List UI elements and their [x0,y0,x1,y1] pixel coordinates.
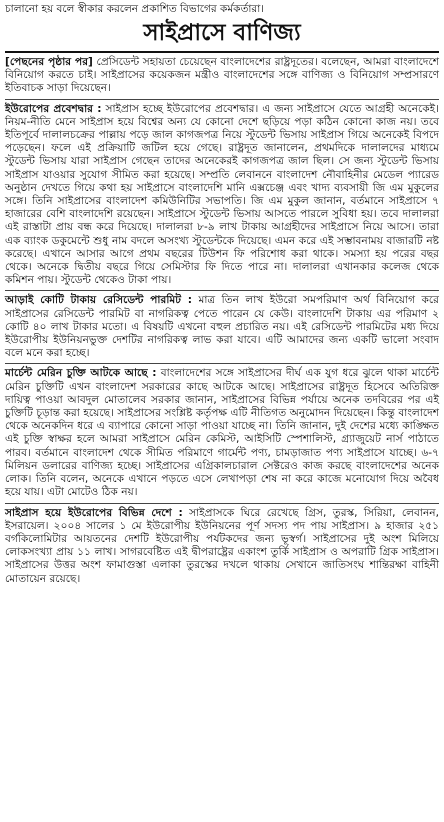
paragraph-continuation [5,56,439,96]
subheading-europe-route: সাইপ্রাস হয়ে ইউরোপের বিভিন্ন দেশে : [5,506,183,519]
continuation-marker: [পেছনের পৃষ্ঠার পর] [5,56,93,68]
paragraph-text: সাইপ্রাসকে ঘিরে রেখেছে গ্রিস, তুরস্ক, সিরিয়া, লেবানন, ইসরায়েল। ২০০৪ সালের ১ মে ইউরোপীয় ইউনিয়নের পূর্ণ সদস্য পদ পায় সাইপ্রাস। ৯ হাজার ২৫১ বর্গকিলোমিটার আয়তনের দেশটি ইউরোপীয় পর্যটকদের জন্য ভূস্বর্গ। সাইপ্রাসের দুই অংশ মিলিয়ে লোকসংখ্যা প্রায় ১১ লাখ। সাগরবেষ্টিত এই দ্বীপরাষ্ট্রের একাংশ তুর্কি সাইপ্রাস ও অপরাটি গ্রিক সাইপ্রাস। সাইপ্রাসের উত্তর অংশ ফামাগুস্তা এলাকা তুরস্কের দখলে থাকায় সেখানে জাতিসংঘ শান্তিরক্ষা বাহিনী মোতায়েন রয়েছে। [5,506,439,585]
section-divider [5,363,439,364]
article-headline: সাইপ্রাসে বাণিজ্য [143,19,301,46]
article-body [5,56,439,586]
previous-article-tail: চালানো হয় বলে স্বীকার করলেন প্রকাশিত বিভাগের কর্মকর্তারা। [5,3,264,15]
paragraph-text: মাত্র তিন লাখ ইউরো সমপরিমাণ অর্থ বিনিয়োগ করে সাইপ্রাসের রেসিডেন্ট পারমিট বা নাগরিকত্ব পেতে পারেন যে কেউ। বাংলাদেশি টাকায় এর পরিমাণ ২ কোটি ৪০ লাখ টাকার মতো। এ বিষয়টি এখনো বহুল প্রচারিত নয়। এই রেসিডেন্ট পারমিটের মধ্য দিয়ে ইউরোপীয় ইউনিয়নভুক্ত দেশটির নাগরিকত্ব লাভ করা যাবে। এটি আমাদের জন্য একটি ভালো সংবাদ বলে মনে করা হচ্ছে। [5,294,440,360]
section-divider [5,503,439,504]
paragraph-text: সাইপ্রাস হচ্ছে ইউরোপের প্রবেশদ্বার। এ জন্য সাইপ্রাসে যেতে আগ্রহী অনেকেই। নিয়ম-নীতি মেনে সাইপ্রাস হয়ে বিশ্বের অন্য যে কোনো দেশে ছড়িয়ে পড়া কঠিন কোনো কাজ নয়। তবে ইতিপূর্বে দালালচক্রের পাল্লায় পড়ে জাল কাগজপত্র নিয়ে স্টুডেন্ট ভিসায় সাইপ্রাস গিয়ে অনেকেই বিপদে পড়েছেন। ফলে এই প্রক্রিয়াটি জটিল হয়ে গেছে। রাষ্ট্রদূত জানালেন, প্রথমদিকে দালালদের মাধ্যমে স্টুডেন্ট ভিসায় যারা সাইপ্রাস গেছেন তাদের অনেকেরই কাগজপত্র জাল ছিল। সে জন্য স্টুডেন্ট ভিসায় সাইপ্রাস যাওয়ার সুযোগ সীমিত করা হয়েছে। সম্প্রতি লেবাননে বাংলাদেশ নৌবাহিনীর মেডেল প্যারেড অনুষ্ঠান দেখতে গিয়ে কথা হয় সাইপ্রাসে বাংলাদেশি মানি এক্সচেঞ্জ এবং খাদ্য ব্যবসায়ী জি এম মুকুলের সঙ্গে। তিনি সাইপ্রাসের বাংলাদেশ কমিউনিটির সভাপতি। জি এম মুকুল জানান, বর্তমানে সাইপ্রাসে ৭ হাজারের বেশি বাংলাদেশি রয়েছেন। সাইপ্রাসে স্টুডেন্ট ভিসায় আসতে পারলে সুবিধা হয়। তবে দালালরা এই রাস্তাটা প্রায় বন্ধ করে দিয়েছে। দালালরা ৮-৯ লাখ টাকায় আগ্রহীদের সাইপ্রাসে নিয়ে আসে। তারা এক ব্যাংক ডকুমেন্টে শুধু নাম বদলে অসংখ্য স্টুডেন্টকে দিয়েছে। এমন করে এই সম্ভাবনাময় বাজারটি নষ্ট করেছে। এখানে আসার আগে প্রথম বছরের টিউশন ফি পরিশোধ করা থাকে। সমস্যা হয় পরের বছর থেকে। অনেকে দ্বিতীয় বছরে গিয়ে সেমিস্টার ফি দিতে পারে না। দালালরা এখানকার কলেজ থেকে কমিশন পায়। স্টুডেন্ট থেকেও টাকা পায়। [5,102,439,287]
paragraph-europe-route [5,507,439,586]
section-divider [5,290,439,291]
subheading-gateway: ইউরোপের প্রবেশদ্বার : [5,102,102,115]
paragraph-resident-permit [5,294,439,360]
paragraph-text: প্রেসিডেন্ট সহায়তা চেয়েছেন বাংলাদেশের রাষ্ট্রদূতের। বলেছেন, আমরা বাংলাদেশে বিনিয়োগ করতে চাই। সাইপ্রাসের কয়েকজন মন্ত্রীও বাংলাদেশের সঙ্গে বাণিজ্য ও বিনিয়োগ সম্প্রসারণে ইতিবাচক সাড়া দিয়েছেন। [5,56,440,95]
paragraph-gateway [5,103,439,288]
section-divider [5,99,439,100]
paragraph-merchant-marine [5,367,439,499]
subheading-resident-permit: আড়াই কোটি টাকায় রেসিডেন্ট পারমিট : [5,294,193,307]
paragraph-text: বাংলাদেশের সঙ্গে সাইপ্রাসের দীর্ঘ এক যুগ ধরে ঝুলে থাকা মার্চেন্ট মেরিন চুক্তিটি এখন বাংলাদেশ সরকারের কাছে আটকে আছে। সাইপ্রাসের রাষ্ট্রদূত হিসেবে অতিরিক্ত দায়িত্ব পাওয়া আবদুল মোতালেব সরকার জানান, সাইপ্রাসের বিভিন্ন পর্যায়ে অনেক তদবিরের পর এই চুক্তিটি চূড়ান্ত করা হয়েছে। সাইপ্রাসের সংশ্লিষ্ট কর্তৃপক্ষ এটি নীতিগত অনুমোদন দিয়েছেন। কিন্তু বাংলাদেশ থেকে অনেকদিন ধরে এ ব্যাপারে কোনো সাড়া পাওয়া যাচ্ছে না। তিনি জানান, দুই দেশের মধ্যে কাঙ্ক্ষিত এই চুক্তি স্বাক্ষর হলে আমরা সাইপ্রাসে মেরিন কেমিস্ট, আইসিটি স্পেশালিস্ট, গ্র্যাজুয়েট নার্স পাঠাতে পারব। বর্তমানে বাংলাদেশ থেকে সীমিত পরিমাণে গার্মেন্ট পণ্য, চামড়াজাত পণ্য সাইপ্রাসে যাচ্ছে। ৬-৭ মিলিয়ন ডলারের বাণিজ্য হচ্ছে। সাইপ্রাসের এগ্রিকালচারাল সেক্টরেও কাজ করছে বাংলাদেশের অনেক লোক। তিনি বলেন, অনেকে এখানে পড়তে এসে লেখাপড়া শেষ না করে কাজে মনোযোগ দিয়ে অবৈধ হয়ে যায়। এটা মোটেও ঠিক নয়। [5,367,439,499]
subheading-merchant-marine: মার্চেন্ট মেরিন চুক্তি আটকে আছে : [5,367,157,380]
headline-rule [5,51,439,53]
